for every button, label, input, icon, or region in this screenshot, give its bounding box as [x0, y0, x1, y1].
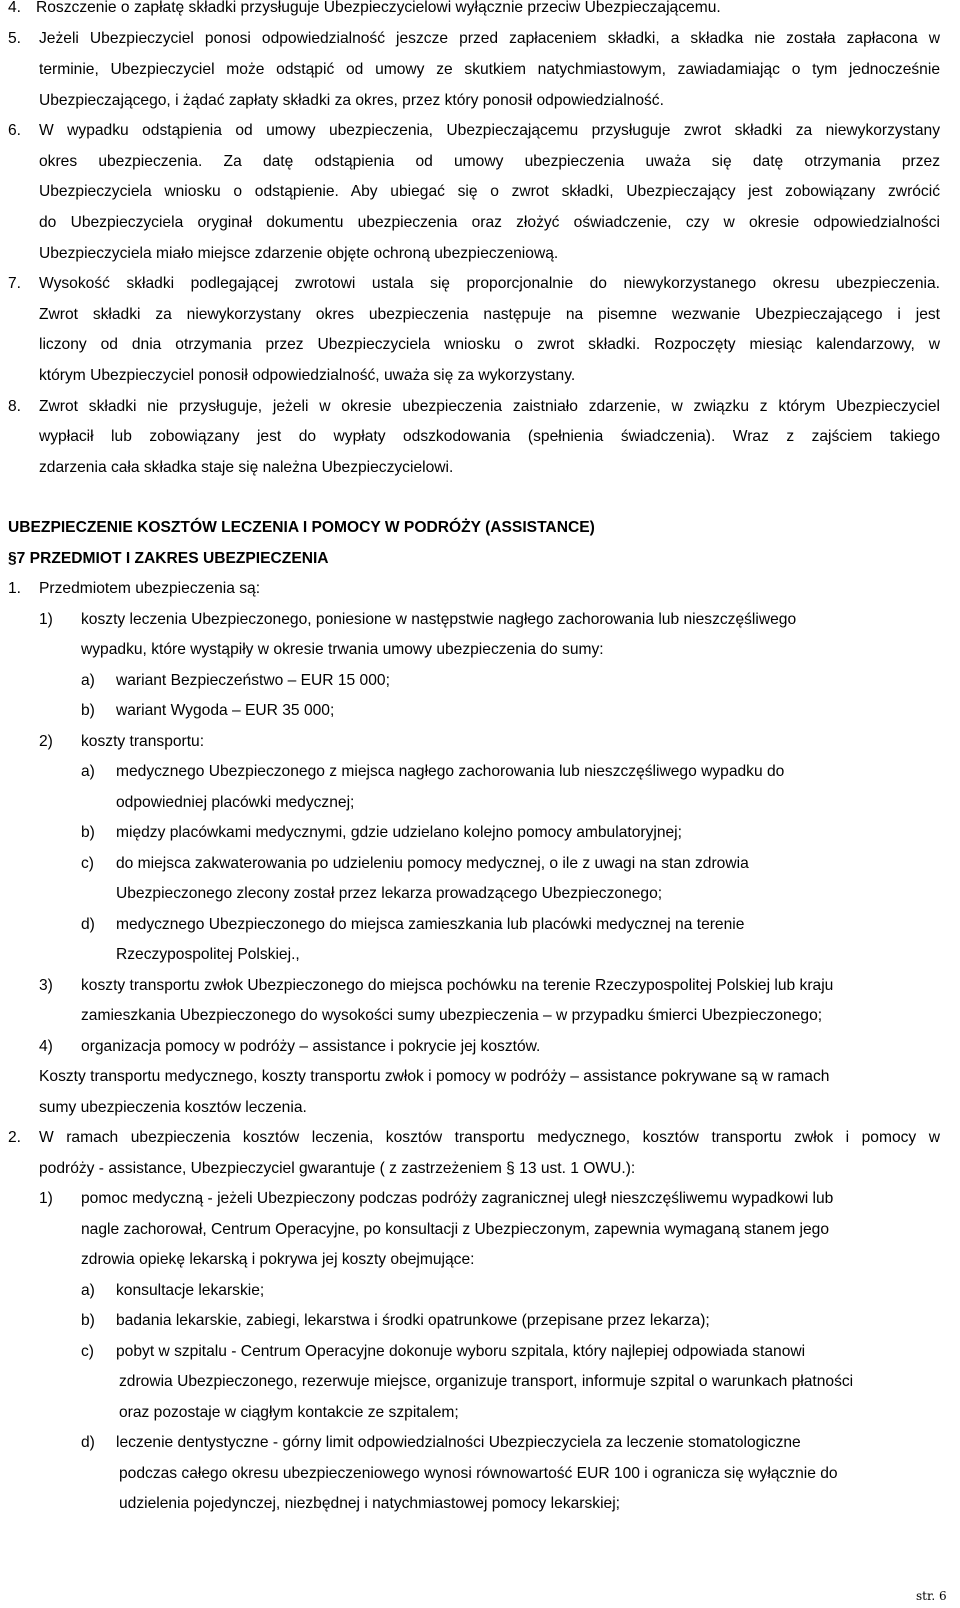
text-line: terminie, Ubezpieczyciel może odstąpić od umowy ze skutkiem natychmiastowym, zawiadamiając o tym jednocześnie	[39, 61, 940, 78]
text-line: wariant Wygoda – EUR 35 000;	[116, 702, 335, 719]
text-line: nagle zachorował, Centrum Operacyjne, po konsultacji z Ubezpieczonym, zapewnia wymaganą stanem jego	[81, 1221, 830, 1238]
text-line: W wypadku odstąpienia od umowy ubezpieczenia, Ubezpieczającemu przysługuje zwrot składki za niewykorzystany	[39, 122, 940, 139]
text-line: liczony od dnia otrzymania przez Ubezpieczyciela wniosku o zwrot składki. Rozpoczęty miesiąc kalendarzowy, w	[39, 336, 940, 353]
subitem-letter: b)	[81, 1312, 95, 1329]
text-line: Zwrot składki nie przysługuje, jeżeli w okresie ubezpieczenia zaistniało zdarzenie, w związku z którym Ubezpieczyciel	[39, 398, 940, 415]
text-line: Wysokość składki podlegającej zwrotowi ustala się proporcjonalnie do niewykorzystanego okresu ubezpieczenia.	[39, 275, 940, 292]
text-line: organizacja pomocy w podróży – assistance i pokrycie jej kosztów.	[81, 1038, 541, 1055]
text-line: podczas całego okresu ubezpieczeniowego wynosi równowartość EUR 100 i ogranicza się wyłącznie do	[119, 1465, 838, 1482]
text-line: Ubezpieczyciela miało miejsce zdarzenie objęte ochroną ubezpieczeniową.	[39, 245, 559, 262]
paragraph-number: 7.	[8, 275, 22, 292]
text-line: koszty transportu zwłok Ubezpieczonego do miejsca pochówku na terenie Rzeczypospolitej Polskiej lub kraju	[81, 977, 834, 994]
subitem-letter: d)	[81, 1434, 95, 1451]
text-line: Zwrot składki za niewykorzystany okres ubezpieczenia następuje na pisemne wezwanie Ubezpieczającego i jest	[39, 306, 940, 323]
text-line: podróży - assistance, Ubezpieczyciel gwarantuje ( z zastrzeżeniem § 13 ust. 1 OWU.):	[39, 1160, 636, 1177]
text-line: wypłacił lub zobowiązany jest do wypłaty odszkodowania (spełnienia świadczenia). Wraz z zajściem takiego	[39, 428, 940, 445]
text-line: leczenie dentystyczne - górny limit odpowiedzialności Ubezpieczyciela za leczenie stomatologiczne	[116, 1434, 801, 1451]
paragraph-number: 5.	[8, 30, 22, 47]
text-line: oraz pozostaje w ciągłym kontakcie ze szpitalem;	[119, 1404, 459, 1421]
text-line: którym Ubezpieczyciel ponosił odpowiedzialność, uważa się za wykorzystany.	[39, 367, 576, 384]
text-line: okres ubezpieczenia. Za datę odstąpienia od umowy ubezpieczenia uważa się datę otrzymania przez	[39, 153, 940, 170]
text-line: koszty leczenia Ubezpieczonego, poniesione w następstwie nagłego zachorowania lub nieszczęśliwego	[81, 611, 797, 628]
text-line: wypadku, które wystąpiły w okresie trwania umowy ubezpieczenia do sumy:	[81, 641, 604, 658]
text-line: między placówkami medycznymi, gdzie udzielano kolejno pomocy ambulatoryjnej;	[116, 824, 682, 841]
text-line: do miejsca zakwaterowania po udzieleniu pomocy medycznej, o ile z uwagi na stan zdrowia	[116, 855, 749, 872]
item-number: 1)	[39, 611, 53, 628]
text-line: Koszty transportu medycznego, koszty transportu zwłok i pomocy w podróży – assistance pokrywane są w ramach	[39, 1068, 830, 1085]
text-line: Przedmiotem ubezpieczenia są:	[39, 580, 261, 597]
text-line: badania lekarskie, zabiegi, lekarstwa i środki opatrunkowe (przepisane przez lekarza);	[116, 1312, 710, 1329]
subitem-letter: b)	[81, 824, 95, 841]
text-line: Ubezpieczyciela wniosku o odstąpienie. Aby ubiegać się o zwrot składki, Ubezpieczający jest zobowiązany zwrócić	[39, 183, 940, 200]
item-number: 2)	[39, 733, 53, 750]
text-line: pomoc medyczną - jeżeli Ubezpieczony podczas podróży zagranicznej uległ nieszczęśliwemu wypadkowi lub	[81, 1190, 834, 1207]
item-number: 3)	[39, 977, 53, 994]
text-line: odpowiedniej placówki medycznej;	[116, 794, 355, 811]
text-line: Roszczenie o zapłatę składki przysługuje Ubezpieczycielowi wyłącznie przeciw Ubezpieczającemu.	[36, 0, 721, 16]
subitem-letter: c)	[81, 855, 94, 872]
text-line: wariant Bezpieczeństwo – EUR 15 000;	[116, 672, 390, 689]
text-line: zdrowia opiekę lekarską i pokrywa jej koszty obejmujące:	[81, 1251, 475, 1268]
page-number: str. 6	[916, 1589, 947, 1603]
paragraph-number: 1.	[8, 580, 22, 597]
section-heading: UBEZPIECZENIE KOSZTÓW LECZENIA I POMOCY W PODRÓŻY (ASSISTANCE)	[8, 519, 595, 536]
paragraph-number: 6.	[8, 122, 22, 139]
text-line: W ramach ubezpieczenia kosztów leczenia, kosztów transportu medycznego, kosztów transportu zwłok i pomocy w	[39, 1129, 940, 1146]
subitem-letter: d)	[81, 916, 95, 933]
text-line: Ubezpieczającego, i żądać zapłaty składki za okres, przez który ponosił odpowiedzialność.	[39, 92, 664, 109]
paragraph-number: 8.	[8, 398, 22, 415]
paragraph-number: 2.	[8, 1129, 22, 1146]
text-line: Jeżeli Ubezpieczyciel ponosi odpowiedzialność jeszcze przed zapłaceniem składki, a składka nie została zapłacona w	[39, 30, 940, 47]
subitem-letter: a)	[81, 763, 95, 780]
text-line: medycznego Ubezpieczonego z miejsca nagłego zachorowania lub nieszczęśliwego wypadku do	[116, 763, 785, 780]
subitem-letter: a)	[81, 672, 95, 689]
text-line: zdrowia Ubezpieczonego, rezerwuje miejsce, organizuje transport, informuje szpital o warunkach płatności	[119, 1373, 854, 1390]
text-line: konsultacje lekarskie;	[116, 1282, 265, 1299]
item-number: 4)	[39, 1038, 53, 1055]
text-line: Rzeczypospolitej Polskiej.,	[116, 946, 300, 963]
text-line: udzielenia pojedynczej, niezbędnej i natychmiastowej pomocy lekarskiej;	[119, 1495, 621, 1512]
text-line: sumy ubezpieczenia kosztów leczenia.	[39, 1099, 307, 1116]
item-number: 1)	[39, 1190, 53, 1207]
text-line: medycznego Ubezpieczonego do miejsca zamieszkania lub placówki medycznej na terenie	[116, 916, 745, 933]
text-line: zdarzenia cała składka staje się należna Ubezpieczycielowi.	[39, 459, 454, 476]
text-line: pobyt w szpitalu - Centrum Operacyjne dokonuje wyboru szpitala, który najlepiej odpowiada stanowi	[116, 1343, 806, 1360]
section-subheading: §7 PRZEDMIOT I ZAKRES UBEZPIECZENIA	[8, 550, 329, 567]
subitem-letter: c)	[81, 1343, 94, 1360]
paragraph-number: 4.	[8, 0, 22, 16]
subitem-letter: b)	[81, 702, 95, 719]
text-line: koszty transportu:	[81, 733, 205, 750]
text-line: zamieszkania Ubezpieczonego do wysokości sumy ubezpieczenia – w przypadku śmierci Ubezpieczonego;	[81, 1007, 823, 1024]
subitem-letter: a)	[81, 1282, 95, 1299]
text-line: do Ubezpieczyciela oryginał dokumentu ubezpieczenia oraz złożyć oświadczenie, czy w okresie odpowiedzialności	[39, 214, 940, 231]
text-line: Ubezpieczonego zlecony został przez lekarza prowadzącego Ubezpieczonego;	[116, 885, 663, 902]
